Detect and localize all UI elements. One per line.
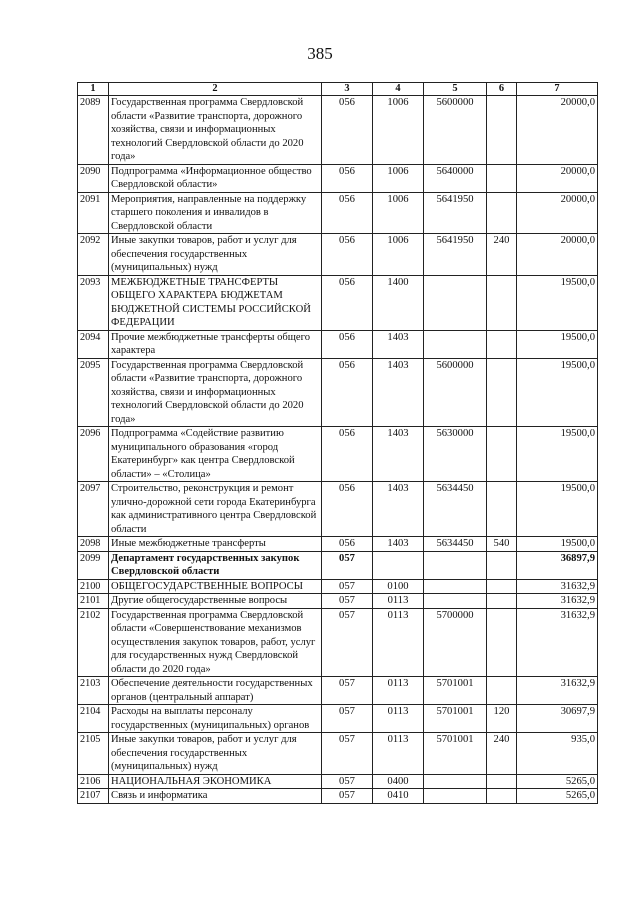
amount-cell: 30697,9: [517, 705, 598, 733]
row-number-cell: 2091: [78, 192, 109, 234]
target-code-cell: [424, 594, 487, 609]
expense-type-cell: [487, 551, 517, 579]
column-header: 4: [373, 83, 424, 96]
row-number-cell: 2100: [78, 579, 109, 594]
amount-cell: 31632,9: [517, 677, 598, 705]
table-row: [78, 164, 598, 192]
table-row: [78, 358, 598, 427]
target-code-cell: [424, 579, 487, 594]
table-row: [78, 96, 598, 165]
section-code-cell: 0400: [373, 774, 424, 789]
target-code-cell: 5700000: [424, 608, 487, 677]
section-code-cell: 1006: [373, 192, 424, 234]
section-code-cell: 1400: [373, 275, 424, 330]
amount-cell: 5265,0: [517, 774, 598, 789]
section-code-cell: 0410: [373, 789, 424, 804]
section-code-cell: 1403: [373, 427, 424, 482]
target-code-cell: [424, 275, 487, 330]
description-cell: МЕЖБЮДЖЕТНЫЕ ТРАНСФЕРТЫ ОБЩЕГО ХАРАКТЕРА БЮДЖЕТАМ БЮДЖЕТНОЙ СИСТЕМЫ РОССИЙСКОЙ ФЕДЕРАЦИИ: [109, 275, 322, 330]
amount-cell: 31632,9: [517, 594, 598, 609]
table-row: [78, 594, 598, 609]
section-code-cell: 1006: [373, 234, 424, 276]
amount-cell: 19500,0: [517, 537, 598, 552]
amount-cell: 20000,0: [517, 96, 598, 165]
description-cell: Расходы на выплаты персоналу государственных (муниципальных) органов: [109, 705, 322, 733]
table-row: [78, 192, 598, 234]
ministry-code-cell: 057: [322, 789, 373, 804]
table-row: [78, 608, 598, 677]
table-row: [78, 537, 598, 552]
table-row: [78, 677, 598, 705]
target-code-cell: 5701001: [424, 677, 487, 705]
table-row: [78, 234, 598, 276]
description-cell: Строительство, реконструкция и ремонт улично-дорожной сети города Екатеринбурга как административного центра Свердловской области: [109, 482, 322, 537]
row-number-cell: 2095: [78, 358, 109, 427]
description-cell: Иные межбюджетные трансферты: [109, 537, 322, 552]
budget-table: [77, 82, 598, 804]
section-code-cell: 0113: [373, 594, 424, 609]
row-number-cell: 2107: [78, 789, 109, 804]
target-code-cell: 5634450: [424, 537, 487, 552]
amount-cell: 36897,9: [517, 551, 598, 579]
row-number-cell: 2099: [78, 551, 109, 579]
ministry-code-cell: 057: [322, 774, 373, 789]
section-code-cell: 1403: [373, 358, 424, 427]
expense-type-cell: 120: [487, 705, 517, 733]
expense-type-cell: [487, 164, 517, 192]
table-body: [78, 96, 598, 804]
expense-type-cell: [487, 774, 517, 789]
row-number-cell: 2105: [78, 733, 109, 775]
row-number-cell: 2102: [78, 608, 109, 677]
description-cell: Государственная программа Свердловской области «Развитие транспорта, дорожного хозяйства, связи и информационных технологий Свердловской области до 2020 года»: [109, 358, 322, 427]
expense-type-cell: [487, 677, 517, 705]
row-number-cell: 2106: [78, 774, 109, 789]
amount-cell: 935,0: [517, 733, 598, 775]
ministry-code-cell: 057: [322, 733, 373, 775]
column-header: 5: [424, 83, 487, 96]
column-header: 7: [517, 83, 598, 96]
description-cell: Обеспечение деятельности государственных органов (центральный аппарат): [109, 677, 322, 705]
section-code-cell: 0113: [373, 733, 424, 775]
expense-type-cell: [487, 192, 517, 234]
description-cell: Подпрограмма «Информационное общество Свердловской области»: [109, 164, 322, 192]
expense-type-cell: [487, 482, 517, 537]
section-code-cell: 0113: [373, 705, 424, 733]
row-number-cell: 2103: [78, 677, 109, 705]
target-code-cell: 5600000: [424, 96, 487, 165]
ministry-code-cell: 056: [322, 234, 373, 276]
table-row: [78, 789, 598, 804]
amount-cell: 5265,0: [517, 789, 598, 804]
description-cell: НАЦИОНАЛЬНАЯ ЭКОНОМИКА: [109, 774, 322, 789]
ministry-code-cell: 056: [322, 482, 373, 537]
ministry-code-cell: 056: [322, 358, 373, 427]
amount-cell: 31632,9: [517, 579, 598, 594]
ministry-code-cell: 056: [322, 96, 373, 165]
table-row: [78, 733, 598, 775]
target-code-cell: 5630000: [424, 427, 487, 482]
target-code-cell: [424, 551, 487, 579]
description-cell: Прочие межбюджетные трансферты общего характера: [109, 330, 322, 358]
section-code-cell: 1403: [373, 537, 424, 552]
column-header: 3: [322, 83, 373, 96]
ministry-code-cell: 056: [322, 537, 373, 552]
ministry-code-cell: 056: [322, 164, 373, 192]
target-code-cell: 5600000: [424, 358, 487, 427]
target-code-cell: 5701001: [424, 733, 487, 775]
section-code-cell: 0113: [373, 608, 424, 677]
target-code-cell: [424, 774, 487, 789]
expense-type-cell: 240: [487, 733, 517, 775]
table-row: [78, 705, 598, 733]
target-code-cell: 5701001: [424, 705, 487, 733]
target-code-cell: 5640000: [424, 164, 487, 192]
expense-type-cell: 540: [487, 537, 517, 552]
amount-cell: 19500,0: [517, 275, 598, 330]
expense-type-cell: [487, 579, 517, 594]
row-number-cell: 2092: [78, 234, 109, 276]
ministry-code-cell: 057: [322, 551, 373, 579]
table-header-row: [78, 83, 598, 96]
ministry-code-cell: 056: [322, 330, 373, 358]
row-number-cell: 2101: [78, 594, 109, 609]
expense-type-cell: [487, 330, 517, 358]
description-cell: Иные закупки товаров, работ и услуг для обеспечения государственных (муниципальных) нужд: [109, 234, 322, 276]
table-row: [78, 551, 598, 579]
description-cell: Другие общегосударственные вопросы: [109, 594, 322, 609]
ministry-code-cell: 056: [322, 192, 373, 234]
description-cell: Государственная программа Свердловской области «Развитие транспорта, дорожного хозяйства, связи и информационных технологий Свердловской области до 2020 года»: [109, 96, 322, 165]
expense-type-cell: [487, 594, 517, 609]
ministry-code-cell: 057: [322, 705, 373, 733]
description-cell: Связь и информатика: [109, 789, 322, 804]
expense-type-cell: [487, 608, 517, 677]
expense-type-cell: [487, 427, 517, 482]
target-code-cell: 5641950: [424, 192, 487, 234]
row-number-cell: 2090: [78, 164, 109, 192]
amount-cell: 20000,0: [517, 234, 598, 276]
row-number-cell: 2089: [78, 96, 109, 165]
page-number: 385: [307, 44, 333, 63]
table-row: [78, 427, 598, 482]
ministry-code-cell: 057: [322, 677, 373, 705]
section-code-cell: 1006: [373, 164, 424, 192]
row-number-cell: 2093: [78, 275, 109, 330]
table-row: [78, 579, 598, 594]
row-number-cell: 2094: [78, 330, 109, 358]
expense-type-cell: [487, 96, 517, 165]
ministry-code-cell: 057: [322, 579, 373, 594]
amount-cell: 19500,0: [517, 427, 598, 482]
section-code-cell: 1403: [373, 330, 424, 358]
expense-type-cell: [487, 275, 517, 330]
ministry-code-cell: 056: [322, 427, 373, 482]
ministry-code-cell: 056: [322, 275, 373, 330]
column-header: 2: [109, 83, 322, 96]
amount-cell: 20000,0: [517, 192, 598, 234]
expense-type-cell: 240: [487, 234, 517, 276]
target-code-cell: 5641950: [424, 234, 487, 276]
description-cell: Государственная программа Свердловской области «Совершенствование механизмов осуществления закупок товаров, работ, услуг для государственных нужд Свердловской области до 2020 года»: [109, 608, 322, 677]
expense-type-cell: [487, 789, 517, 804]
row-number-cell: 2104: [78, 705, 109, 733]
row-number-cell: 2096: [78, 427, 109, 482]
amount-cell: 19500,0: [517, 482, 598, 537]
table-row: [78, 330, 598, 358]
expense-type-cell: [487, 358, 517, 427]
amount-cell: 19500,0: [517, 330, 598, 358]
ministry-code-cell: 057: [322, 594, 373, 609]
target-code-cell: 5634450: [424, 482, 487, 537]
table-row: [78, 275, 598, 330]
section-code-cell: 0100: [373, 579, 424, 594]
description-cell: Подпрограмма «Содействие развитию муниципального образования «город Екатеринбург» как центра Свердловской области» – «Столица»: [109, 427, 322, 482]
section-code-cell: 1403: [373, 482, 424, 537]
amount-cell: 31632,9: [517, 608, 598, 677]
target-code-cell: [424, 789, 487, 804]
amount-cell: 20000,0: [517, 164, 598, 192]
description-cell: Департамент государственных закупок Свердловской области: [109, 551, 322, 579]
row-number-cell: 2098: [78, 537, 109, 552]
section-code-cell: 1006: [373, 96, 424, 165]
table-row: [78, 774, 598, 789]
table-row: [78, 482, 598, 537]
description-cell: Иные закупки товаров, работ и услуг для обеспечения государственных (муниципальных) нужд: [109, 733, 322, 775]
column-header: 6: [487, 83, 517, 96]
column-header: 1: [78, 83, 109, 96]
description-cell: Мероприятия, направленные на поддержку старшего поколения и инвалидов в Свердловской области: [109, 192, 322, 234]
row-number-cell: 2097: [78, 482, 109, 537]
amount-cell: 19500,0: [517, 358, 598, 427]
section-code-cell: 0113: [373, 677, 424, 705]
section-code-cell: [373, 551, 424, 579]
ministry-code-cell: 057: [322, 608, 373, 677]
target-code-cell: [424, 330, 487, 358]
description-cell: ОБЩЕГОСУДАРСТВЕННЫЕ ВОПРОСЫ: [109, 579, 322, 594]
